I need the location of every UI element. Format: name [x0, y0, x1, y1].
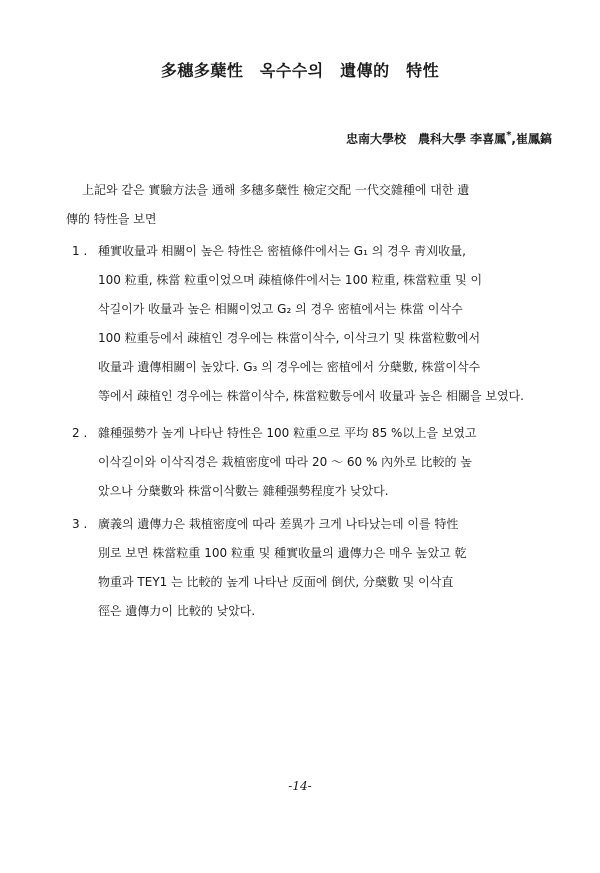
text-line: 았으나 分蘖數와 株當이삭數는 雜種强勢程度가 낮았다. [98, 484, 389, 498]
author-line: 忠南大學校 農科大學 李喜鳳*,崔鳳鎬 [345, 130, 552, 146]
result-item-2 [72, 419, 562, 506]
item-number: 2 . [72, 426, 88, 440]
text-line: 廣義의 遺傳力은 栽植密度에 따라 差異가 크게 나타났는데 이를 特性 [98, 517, 459, 531]
author-name: 崔鳳鎬 [515, 132, 552, 146]
text-line: 이삭길이와 이삭직경은 栽植密度에 따라 20 ～ 60 % 內外로 比較的 높 [98, 455, 472, 469]
text-line: 等에서 疎植인 경우에는 株當이삭수, 株當粒數등에서 收量과 높은 相關을 보였다. [98, 389, 524, 403]
text-line: 徑은 遺傳力이 比較的 낮았다. [98, 604, 256, 618]
text-line: 上記와 같은 實驗方法을 通해 多穗多蘖性 檢定交配 一代交雜種에 대한 遺 [82, 183, 470, 197]
text-line: 傳的 特性을 보면 [66, 212, 157, 226]
text-line: 物重과 TEY1 는 比較的 높게 나타난 反面에 倒伏, 分蘖數 및 이삭直 [98, 575, 454, 589]
text-line: 種實收量과 相關이 높은 特性은 密植條件에서는 G₁ 의 경우 靑刈收量, [98, 244, 466, 258]
item-number: 1 . [72, 244, 88, 258]
text-line: 삭길이가 收量과 높은 相關이었고 G₂ 의 경우 密植에서는 株當 이삭수 [98, 302, 463, 316]
footnote-marker: * [506, 130, 512, 141]
text-line: 100 粒重등에서 疎植인 경우에는 株當이삭수, 이삭크기 및 株當粒數에서 [98, 331, 481, 345]
page-title: 多穗多蘖性 옥수수의 遺傳的 特性 [160, 61, 440, 80]
affiliation: 忠南大學校 農科大學 [345, 132, 466, 146]
result-item-1 [72, 237, 562, 411]
result-item-3 [72, 510, 562, 626]
text-line: 雜種强勢가 높게 나타난 特性은 100 粒重으로 平均 85 %以上을 보였고 [98, 426, 477, 440]
text-line: 100 粒重, 株當 粒重이었으며 疎植條件에서는 100 粒重, 株當粒重 및 이 [98, 273, 483, 287]
page-number: -14- [288, 779, 312, 793]
item-number: 3 . [72, 517, 88, 531]
text-line: 別로 보면 株當粒重 100 粒重 및 種實收量의 遺傳力은 매우 높았고 乾 [98, 546, 467, 560]
intro-paragraph [66, 176, 554, 234]
text-line: 收量과 遺傳相關이 높았다. G₃ 의 경우에는 密植에서 分蘖數, 株當이삭수 [98, 360, 481, 374]
author-name: 李喜鳳 [470, 132, 507, 146]
